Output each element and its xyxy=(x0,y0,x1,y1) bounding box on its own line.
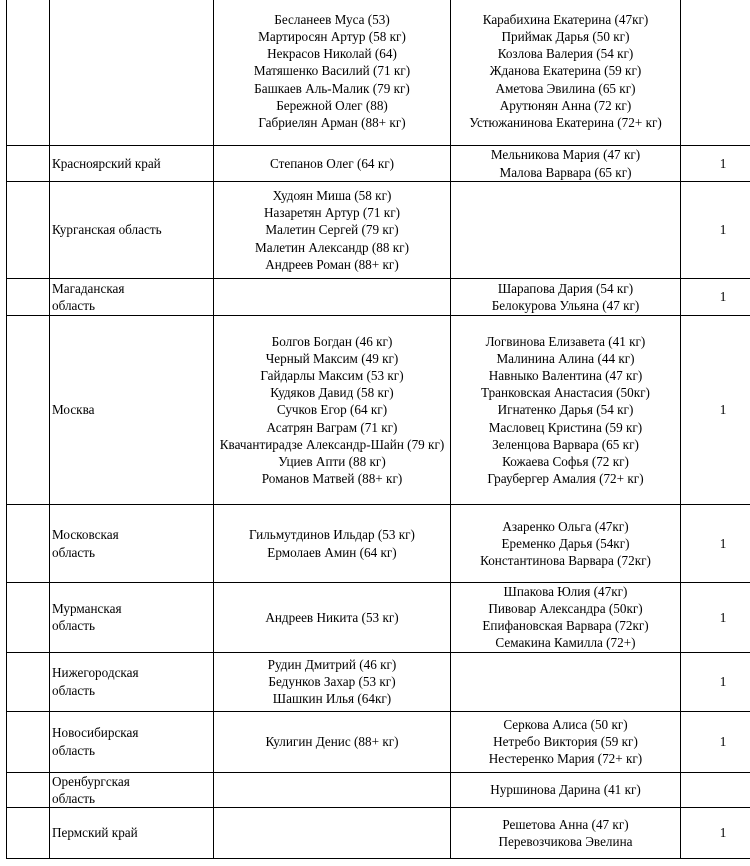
men-athletes-cell xyxy=(214,711,451,772)
athlete-entry: Малова Варвара (65 кг) xyxy=(499,164,632,180)
region-cell xyxy=(50,279,214,316)
athlete-entry: Транковская Анастасия (50кг) xyxy=(481,385,650,401)
women-athlete-list xyxy=(453,518,678,569)
row-number-cell xyxy=(7,505,50,583)
men-athletes-cell xyxy=(214,146,451,182)
count-cell xyxy=(681,807,750,858)
table-row xyxy=(7,146,750,182)
region-name-line: Новосибирская xyxy=(52,725,139,741)
athlete-entry: Азаренко Ольга (47кг) xyxy=(502,518,629,534)
athlete-entry: Уциев Апти (88 кг) xyxy=(278,453,386,469)
women-athletes-cell xyxy=(451,316,681,505)
athlete-entry: Арутюнян Анна (72 кг) xyxy=(499,97,632,113)
men-athlete-list xyxy=(216,656,448,707)
row-number-cell xyxy=(7,146,50,182)
athlete-entry: Бережной Олег (88) xyxy=(276,97,388,113)
region-name xyxy=(52,664,211,698)
region-cell xyxy=(50,182,214,279)
athlete-entry: Аметова Эвилина (65 кг) xyxy=(495,80,636,96)
women-athlete-list xyxy=(453,11,678,131)
athlete-entry: Кулигин Денис (88+ кг) xyxy=(265,734,399,750)
men-athletes-cell xyxy=(214,182,451,279)
athlete-entry: Худоян Миша (58 кг) xyxy=(272,188,392,204)
athlete-entry: Кудяков Давид (58 кг) xyxy=(270,385,394,401)
roster-table xyxy=(6,0,750,859)
athlete-entry: Приймак Дарья (50 кг) xyxy=(501,29,630,45)
count-cell xyxy=(681,316,750,505)
region-name xyxy=(52,724,211,758)
athlete-entry: Шашкин Илья (64кг) xyxy=(272,691,392,707)
athlete-entry: Башкаев Аль-Малик (79 кг) xyxy=(254,80,410,96)
women-athletes-cell xyxy=(451,583,681,653)
athlete-entry: Андреев Никита (53 кг) xyxy=(265,609,399,625)
women-athletes-cell xyxy=(451,807,681,858)
table-row xyxy=(7,279,750,316)
region-cell xyxy=(50,711,214,772)
women-athletes-cell xyxy=(451,0,681,146)
roster-table-body xyxy=(7,0,750,858)
athlete-entry: Шпакова Юлия (47кг) xyxy=(503,584,628,599)
region-name-line: область xyxy=(52,742,96,758)
row-number-cell xyxy=(7,316,50,505)
women-athlete-list xyxy=(453,816,678,850)
count-cell xyxy=(681,0,750,146)
count-value: 1 xyxy=(719,402,727,418)
region-cell xyxy=(50,772,214,807)
athlete-entry: Козлова Валерия (54 кг) xyxy=(497,46,634,62)
count-cell xyxy=(681,583,750,653)
count-value: 1 xyxy=(719,289,727,305)
men-athlete-list xyxy=(216,333,448,487)
region-cell xyxy=(50,583,214,653)
count-value: 1 xyxy=(719,535,727,551)
athlete-entry: Епифановская Варвара (72кг) xyxy=(482,618,649,634)
region-name-line: Нижегородская xyxy=(52,665,139,681)
women-athletes-cell xyxy=(451,279,681,316)
table-row xyxy=(7,316,750,505)
women-athlete-list xyxy=(453,716,678,767)
region-name-line: область xyxy=(52,790,96,806)
athlete-entry: Константинова Варвара (72кг) xyxy=(480,553,651,569)
athlete-entry: Нестеренко Мария (72+ кг) xyxy=(488,751,643,767)
athlete-entry: Болгов Богдан (46 кг) xyxy=(271,333,393,349)
region-name-line: Магаданская xyxy=(52,280,125,296)
athlete-entry: Еременко Дарья (54кг) xyxy=(501,535,630,551)
men-athlete-list xyxy=(216,11,448,131)
women-athlete-list xyxy=(453,583,678,652)
region-name xyxy=(52,221,211,238)
region-name-line: Пермский край xyxy=(52,825,138,841)
count-value: 1 xyxy=(719,155,727,171)
region-name-line: область xyxy=(52,544,96,560)
athlete-entry: Андреев Роман (88+ кг) xyxy=(265,256,399,272)
athlete-entry: Устюжанинова Екатерина (72+ кг) xyxy=(469,114,662,130)
table-row xyxy=(7,0,750,146)
athlete-entry: Пивовар Александра (50кг) xyxy=(488,601,643,617)
athlete-entry: Романов Матвей (88+ кг) xyxy=(261,471,403,487)
athlete-entry: Белокурова Ульяна (47 кг) xyxy=(491,298,640,313)
women-athlete-list xyxy=(453,781,678,798)
athlete-entry: Нетребо Виктория (59 кг) xyxy=(493,734,638,750)
count-value: 1 xyxy=(719,674,727,690)
table-row xyxy=(7,772,750,807)
men-athletes-cell xyxy=(214,772,451,807)
count-value: 1 xyxy=(719,222,727,238)
athlete-entry: Малинина Алина (44 кг) xyxy=(496,350,635,366)
athlete-entry: Серкова Алиса (50 кг) xyxy=(503,716,628,732)
region-cell xyxy=(50,316,214,505)
region-cell xyxy=(50,807,214,858)
region-name xyxy=(52,280,211,314)
athlete-entry: Гильмутдинов Ильдар (53 кг) xyxy=(249,527,415,543)
women-athletes-cell xyxy=(451,772,681,807)
athlete-entry: Малетин Сергей (79 кг) xyxy=(265,222,399,238)
athlete-entry: Логвинова Елизавета (41 кг) xyxy=(485,333,646,349)
row-number-cell xyxy=(7,182,50,279)
count-value: 1 xyxy=(719,609,727,625)
athlete-entry: Граубергер Амалия (72+ кг) xyxy=(487,471,644,487)
region-cell xyxy=(50,146,214,182)
men-athletes-cell xyxy=(214,807,451,858)
athlete-entry: Игнатенко Дарья (54 кг) xyxy=(497,402,634,418)
row-number-cell xyxy=(7,711,50,772)
region-cell xyxy=(50,0,214,146)
table-row xyxy=(7,652,750,711)
women-athletes-cell xyxy=(451,652,681,711)
table-row xyxy=(7,505,750,583)
athlete-entry: Степанов Олег (64 кг) xyxy=(269,155,395,171)
region-name-line: область xyxy=(52,298,96,313)
athlete-entry: Сучков Егор (64 кг) xyxy=(276,402,388,418)
men-athletes-cell xyxy=(214,505,451,583)
men-athletes-cell xyxy=(214,279,451,316)
athlete-entry: Ермолаев Амин (64 кг) xyxy=(267,544,397,560)
athlete-entry: Матяшенко Василий (71 кг) xyxy=(253,63,411,79)
region-name xyxy=(52,773,211,807)
women-athletes-cell xyxy=(451,182,681,279)
region-cell xyxy=(50,505,214,583)
count-value: 1 xyxy=(719,734,727,750)
region-cell xyxy=(50,652,214,711)
region-name-line: Москва xyxy=(52,402,95,418)
athlete-entry: Бесланеев Муса (53) xyxy=(274,11,390,27)
count-cell xyxy=(681,505,750,583)
athlete-entry: Черный Максим (49 кг) xyxy=(265,350,399,366)
region-name-line: Московская xyxy=(52,527,119,543)
athlete-entry: Шарапова Дария (54 кг) xyxy=(497,280,634,296)
athlete-entry: Назаретян Артур (71 кг) xyxy=(264,205,400,221)
men-athlete-list xyxy=(216,526,448,560)
row-number-cell xyxy=(7,583,50,653)
count-cell xyxy=(681,772,750,807)
men-athlete-list xyxy=(216,187,448,273)
count-cell xyxy=(681,279,750,316)
region-name-line: Курганская область xyxy=(52,222,162,238)
women-athlete-list xyxy=(453,333,678,487)
region-name xyxy=(52,824,211,841)
region-name xyxy=(52,155,211,172)
men-athletes-cell xyxy=(214,316,451,505)
region-name-line: Оренбургская xyxy=(52,773,130,789)
athlete-entry: Решетова Анна (47 кг) xyxy=(502,816,629,832)
region-name-line: область xyxy=(52,618,96,634)
men-athletes-cell xyxy=(214,0,451,146)
region-name-line: область xyxy=(52,682,96,698)
region-name xyxy=(52,401,211,418)
count-cell xyxy=(681,146,750,182)
athlete-entry: Гайдарлы Максим (53 кг) xyxy=(260,368,404,384)
athlete-entry: Некрасов Николай (64) xyxy=(267,46,397,62)
region-name-line: Красноярский край xyxy=(52,155,161,171)
athlete-entry: Нуршинова Дарина (41 кг) xyxy=(490,782,641,798)
athlete-entry: Бедунков Захар (53 кг) xyxy=(268,674,396,690)
region-name xyxy=(52,526,211,560)
women-athlete-list xyxy=(453,280,678,314)
athlete-entry: Навныко Валентина (47 кг) xyxy=(488,368,643,384)
region-name-line: Мурманская xyxy=(52,601,122,617)
count-cell xyxy=(681,182,750,279)
table-row xyxy=(7,583,750,653)
row-number-cell xyxy=(7,807,50,858)
count-cell xyxy=(681,652,750,711)
men-athletes-cell xyxy=(214,583,451,653)
count-cell xyxy=(681,711,750,772)
athlete-entry: Масловец Кристина (59 кг) xyxy=(488,419,643,435)
men-athlete-list xyxy=(216,155,448,172)
athlete-entry: Рудин Дмитрий (46 кг) xyxy=(267,656,397,672)
men-athletes-cell xyxy=(214,652,451,711)
region-name xyxy=(52,600,211,634)
women-athletes-cell xyxy=(451,146,681,182)
athlete-entry: Квачантирадзе Александр-Шайн (79 кг) xyxy=(219,436,445,452)
men-athlete-list xyxy=(216,733,448,750)
athlete-entry: Жданова Екатерина (59 кг) xyxy=(489,63,642,79)
athlete-entry: Мельникова Мария (47 кг) xyxy=(490,147,641,163)
athlete-entry: Карабихина Екатерина (47кг) xyxy=(482,11,649,27)
athlete-entry: Мартиросян Артур (58 кг) xyxy=(258,29,406,45)
athlete-entry: Семакина Камилла (72+) xyxy=(495,635,636,651)
row-number-cell xyxy=(7,279,50,316)
athlete-entry: Зеленцова Варвара (65 кг) xyxy=(492,436,639,452)
table-row xyxy=(7,182,750,279)
athlete-entry: Перевозчикова Эвелина xyxy=(498,833,633,849)
count-value: 1 xyxy=(719,825,727,841)
row-number-cell xyxy=(7,652,50,711)
women-athletes-cell xyxy=(451,505,681,583)
table-row xyxy=(7,807,750,858)
women-athletes-cell xyxy=(451,711,681,772)
athlete-entry: Асатрян Ваграм (71 кг) xyxy=(266,419,398,435)
women-athlete-list xyxy=(453,146,678,180)
athlete-entry: Кожаева Софья (72 кг) xyxy=(502,453,629,469)
athlete-entry: Малетин Александр (88 кг) xyxy=(255,239,409,255)
row-number-cell xyxy=(7,0,50,146)
row-number-cell xyxy=(7,772,50,807)
men-athlete-list xyxy=(216,609,448,626)
athlete-entry: Габриелян Арман (88+ кг) xyxy=(258,114,406,130)
table-row xyxy=(7,711,750,772)
